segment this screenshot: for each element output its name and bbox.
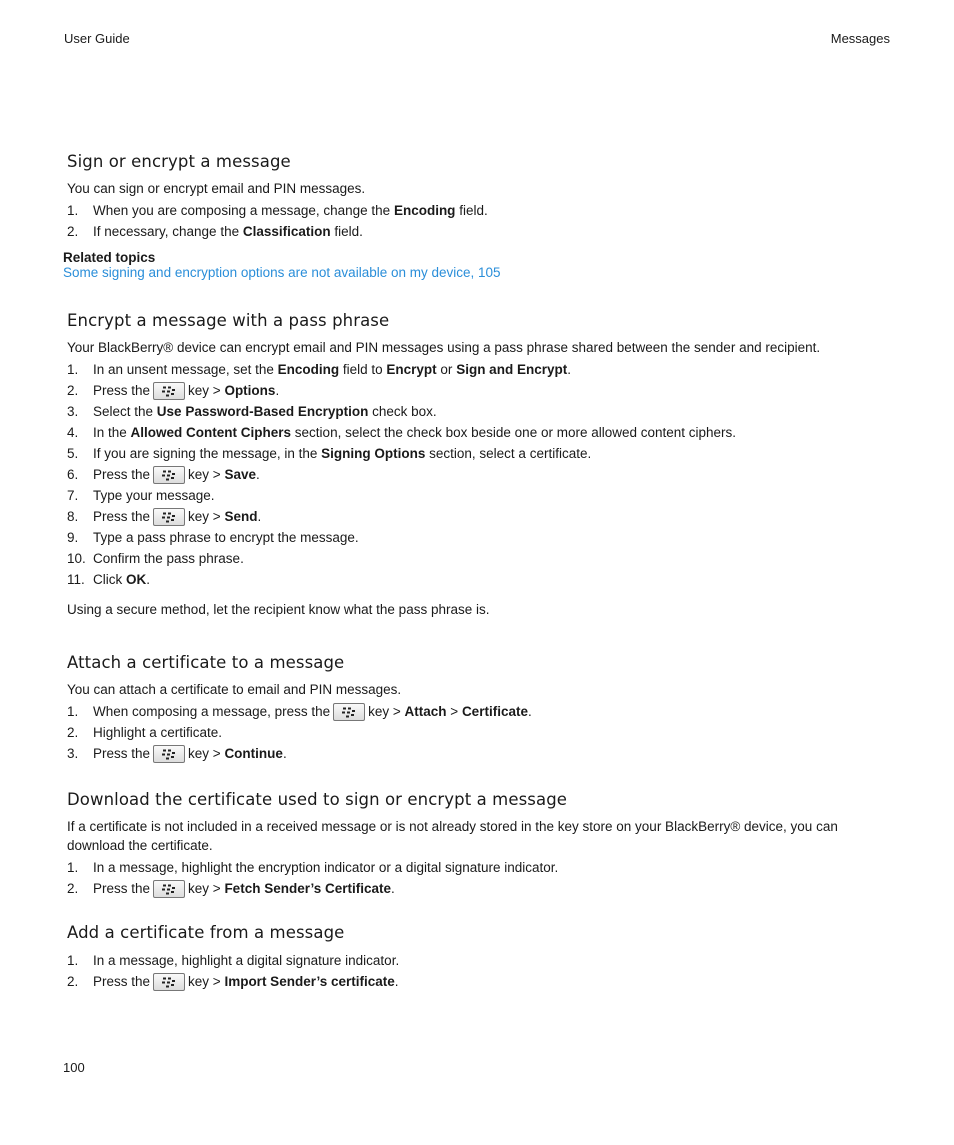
step-text: . bbox=[394, 973, 399, 989]
step-text: Press the bbox=[93, 382, 151, 398]
step-item bbox=[67, 569, 887, 590]
step-text: . bbox=[282, 745, 287, 761]
step-text: key > bbox=[368, 703, 405, 719]
ui-term: OK bbox=[126, 572, 147, 587]
step-item bbox=[67, 221, 887, 242]
step-text: In an unsent message, set the bbox=[93, 362, 278, 377]
ui-term: Send bbox=[224, 508, 258, 524]
page-number: 100 bbox=[63, 1060, 85, 1075]
step-text: check box. bbox=[368, 404, 437, 419]
blackberry-menu-key-icon bbox=[333, 703, 365, 721]
section-attach-certificate bbox=[67, 653, 887, 764]
step-text: section, select the check box beside one or more allowed content ciphers. bbox=[291, 425, 737, 440]
ui-term: Continue bbox=[224, 745, 283, 761]
step-item bbox=[67, 971, 887, 992]
ui-term: Signing Options bbox=[321, 446, 426, 461]
steps-list bbox=[67, 200, 887, 242]
blackberry-menu-key-icon bbox=[153, 973, 185, 991]
step-text: If you are signing the message, in the bbox=[93, 446, 322, 461]
step-text: Click bbox=[93, 572, 126, 587]
step-text: field. bbox=[330, 224, 363, 239]
step-text: > bbox=[446, 703, 462, 719]
ui-term: Encoding bbox=[277, 362, 340, 377]
step-text: . bbox=[527, 703, 532, 719]
step-text: . bbox=[275, 382, 280, 398]
steps-list bbox=[67, 950, 887, 992]
step-number: 1. bbox=[67, 362, 79, 377]
step-text: . bbox=[257, 508, 262, 524]
step-number: 10. bbox=[67, 551, 86, 566]
running-header-left: User Guide bbox=[64, 31, 130, 46]
ui-term: Encoding bbox=[393, 203, 456, 218]
step-number: 1. bbox=[67, 860, 79, 875]
section-intro: You can attach a certificate to email and PIN messages. bbox=[67, 682, 402, 697]
step-number: 2. bbox=[67, 974, 79, 989]
section-intro: You can sign or encrypt email and PIN messages. bbox=[67, 181, 366, 196]
related-topics-heading: Related topics bbox=[63, 250, 156, 265]
section-add-certificate bbox=[67, 923, 887, 992]
step-item bbox=[67, 878, 887, 899]
step-text: Type your message. bbox=[93, 488, 215, 503]
step-text: Confirm the pass phrase. bbox=[93, 551, 244, 566]
section-title: Sign or encrypt a message bbox=[67, 152, 291, 171]
step-number: 5. bbox=[67, 446, 79, 461]
step-item bbox=[67, 485, 887, 506]
step-text: Type a pass phrase to encrypt the message. bbox=[93, 530, 359, 545]
step-text: In the bbox=[93, 425, 131, 440]
step-number: 11. bbox=[67, 572, 85, 587]
step-number: 3. bbox=[67, 746, 79, 761]
ui-term: Allowed Content Ciphers bbox=[130, 425, 292, 440]
section-intro: Your BlackBerry® device can encrypt email and PIN messages using a pass phrase shared between the sender and recipient. bbox=[67, 340, 821, 355]
running-header-right: Messages bbox=[830, 31, 890, 46]
step-item bbox=[67, 701, 887, 722]
step-text: . bbox=[391, 880, 395, 896]
step-item bbox=[67, 359, 887, 380]
ui-term: Attach bbox=[404, 703, 447, 719]
step-item bbox=[67, 443, 887, 464]
step-item bbox=[67, 527, 887, 548]
step-item bbox=[67, 857, 887, 878]
step-text: In a message, highlight a digital signature indicator. bbox=[93, 953, 400, 968]
blackberry-menu-key-icon bbox=[153, 880, 185, 898]
section-title: Download the certificate used to sign or encrypt a message bbox=[67, 790, 568, 809]
steps-list bbox=[67, 701, 887, 764]
step-text: or bbox=[436, 362, 457, 377]
step-item bbox=[67, 743, 887, 764]
blackberry-menu-key-icon bbox=[153, 745, 185, 763]
step-text: key > bbox=[188, 973, 225, 989]
step-item bbox=[67, 401, 887, 422]
step-text: Select the bbox=[93, 404, 157, 419]
ui-term: Fetch Sender’s Certificate bbox=[224, 880, 391, 896]
step-text: . bbox=[255, 466, 260, 482]
step-item bbox=[67, 380, 887, 401]
step-text: key > bbox=[188, 508, 225, 524]
ui-term: Save bbox=[224, 466, 256, 482]
steps-list bbox=[67, 857, 887, 899]
step-number: 1. bbox=[67, 704, 79, 719]
step-text: Press the bbox=[93, 745, 151, 761]
section-sign-or-encrypt bbox=[63, 152, 887, 280]
step-text: When composing a message, press the bbox=[93, 703, 331, 719]
step-item bbox=[67, 506, 887, 527]
step-item bbox=[67, 548, 887, 569]
blackberry-menu-key-icon bbox=[153, 466, 185, 484]
step-number: 1. bbox=[67, 953, 79, 968]
step-number: 2. bbox=[67, 383, 79, 398]
section-intro: If a certificate is not included in a received message or is not already stored in the key store on your BlackBerry® device, you can download the certificate. bbox=[67, 819, 838, 853]
section-title: Attach a certificate to a message bbox=[67, 653, 345, 672]
step-number: 7. bbox=[67, 488, 79, 503]
step-item bbox=[67, 200, 887, 221]
ui-term: Certificate bbox=[461, 703, 528, 719]
blackberry-menu-key-icon bbox=[153, 382, 185, 400]
blackberry-menu-key-icon bbox=[153, 508, 185, 526]
step-number: 3. bbox=[67, 404, 79, 419]
step-number: 9. bbox=[67, 530, 79, 545]
ui-term: Use Password-Based Encryption bbox=[156, 404, 369, 419]
step-item bbox=[67, 464, 887, 485]
section-title: Add a certificate from a message bbox=[67, 923, 345, 942]
step-text: When you are composing a message, change the bbox=[93, 203, 394, 218]
ui-term: Classification bbox=[242, 224, 331, 239]
step-text: Press the bbox=[93, 466, 151, 482]
step-item bbox=[67, 950, 887, 971]
step-number: 8. bbox=[67, 509, 79, 524]
step-number: 6. bbox=[67, 467, 79, 482]
step-number: 1. bbox=[67, 203, 79, 218]
section-encrypt-pass-phrase bbox=[67, 311, 887, 619]
ui-term: Options bbox=[224, 382, 276, 398]
ui-term: Encrypt bbox=[386, 362, 437, 377]
step-number: 2. bbox=[67, 881, 79, 896]
step-text: key > bbox=[188, 880, 225, 896]
step-number: 2. bbox=[67, 725, 79, 740]
section-download-certificate bbox=[67, 790, 887, 899]
step-text: . bbox=[567, 362, 571, 377]
step-text: Press the bbox=[93, 880, 151, 896]
ui-term: Sign and Encrypt bbox=[456, 362, 568, 377]
related-topic-link[interactable]: Some signing and encryption options are not available on my device, 105 bbox=[63, 265, 501, 280]
step-number: 2. bbox=[67, 224, 79, 239]
steps-list bbox=[67, 359, 887, 590]
step-text: field. bbox=[455, 203, 488, 218]
section-note: Using a secure method, let the recipient know what the pass phrase is. bbox=[67, 602, 490, 617]
step-item bbox=[67, 722, 887, 743]
step-text: key > bbox=[188, 745, 225, 761]
step-text: Press the bbox=[93, 973, 151, 989]
step-text: In a message, highlight the encryption indicator or a digital signature indicator. bbox=[93, 860, 559, 875]
step-text: Highlight a certificate. bbox=[93, 725, 223, 740]
step-number: 4. bbox=[67, 425, 79, 440]
step-text: Press the bbox=[93, 508, 151, 524]
step-text: field to bbox=[339, 362, 387, 377]
step-item bbox=[67, 422, 887, 443]
step-text: section, select a certificate. bbox=[425, 446, 592, 461]
step-text: key > bbox=[188, 382, 225, 398]
ui-term: Import Sender’s certificate bbox=[224, 973, 395, 989]
step-text: If necessary, change the bbox=[93, 224, 243, 239]
step-text: . bbox=[146, 572, 151, 587]
section-title: Encrypt a message with a pass phrase bbox=[67, 311, 390, 330]
step-text: key > bbox=[188, 466, 225, 482]
